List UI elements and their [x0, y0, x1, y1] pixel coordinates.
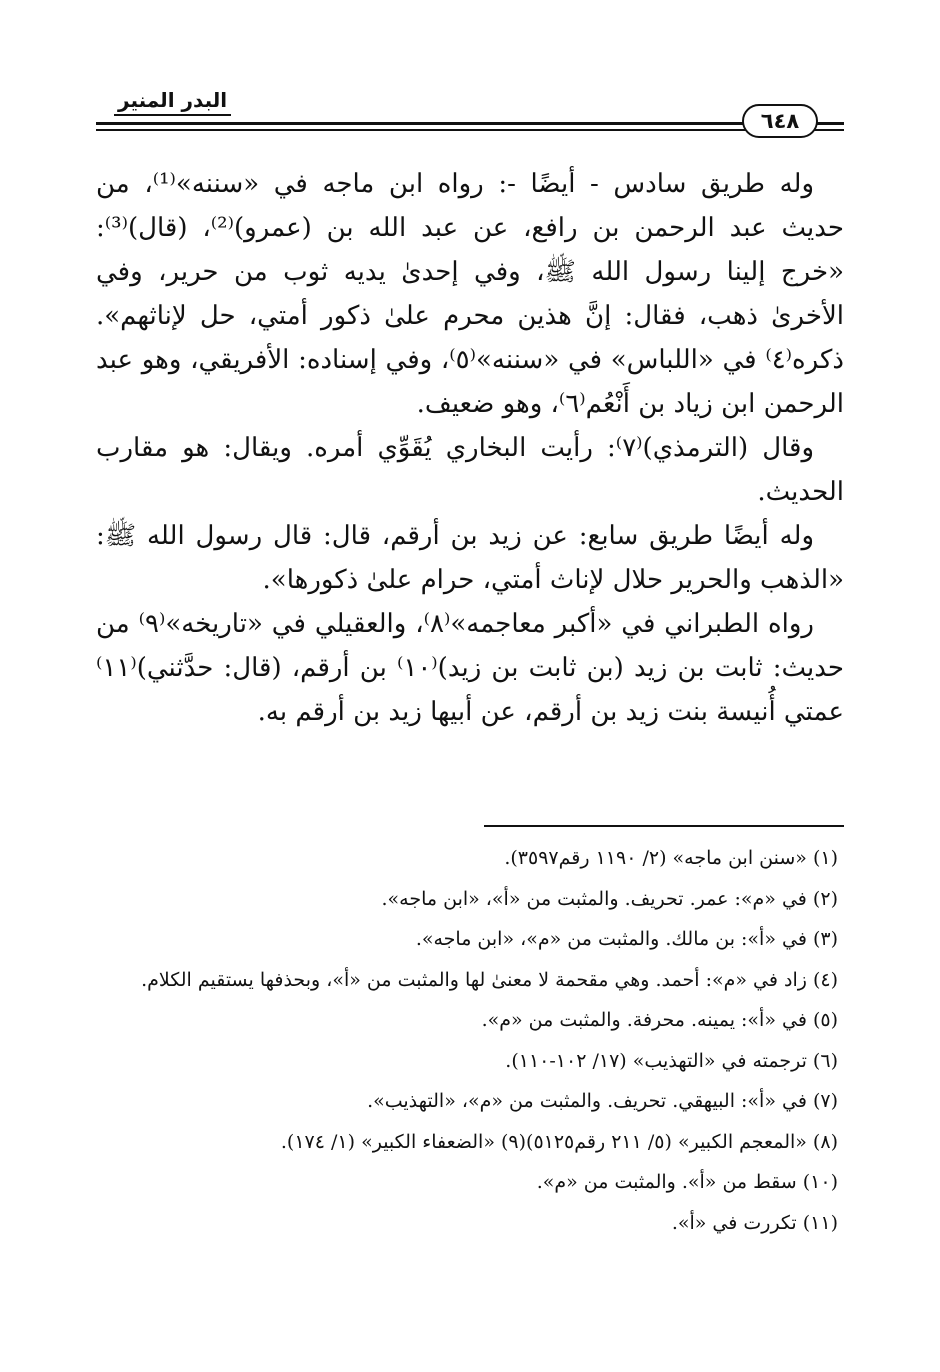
paragraph-tabarani: رواه الطبراني في «أكبر معاجمه»⁽٨⁾، والعقيلي في «تاريخه»⁽٩⁾ من حديث: ثابت بن زيد (بن ثابت بن زيد)⁽١٠⁾ بن أرقم، (قال: حدَّثني)⁽١١⁾ عمتي أُنيسة بنت زيد بن أرقم، عن أبيها زيد بن أرقم به. [96, 609, 844, 727]
footnote-2: (٢) في «م»: عمر. تحريف. والمثبت من «أ»، «ابن ماجه». [381, 887, 838, 910]
footnote-11: (١١) تكررت في «أ». [671, 1211, 838, 1234]
footnote-3: (٣) في «أ»: بن مالك. والمثبت من «م»، «ابن ماجه». [415, 928, 838, 950]
footnote-1: (١) «سنن ابن ماجه» (٢/ ١١٩٠ رقم٣٥٩٧). [504, 847, 838, 869]
footnote-4: (٤) زاد في «م»: أحمد. وهي مقحمة لا معنىٰ لها والمثبت من «أ»، وبحذفها يستقيم الكلام. [141, 968, 838, 991]
main-text [96, 162, 844, 734]
paragraph-sixth-route: وله طريق سادس - أيضًا -: رواه ابن ماجه في «سننه»⁽¹⁾، من حديث عبد الرحمن بن رافع، عن عبد الله بن (عمرو)⁽²⁾، (قال)⁽³⁾: «خرج إلينا رسول الله ﷺ، وفي إحدىٰ يديه ثوب من حرير، وفي الأخرىٰ ذهب، فقال: إنَّ هذين محرم علىٰ ذكور أمتي، حل لإناثهم». ذكره⁽٤⁾ في «اللباس» في «سننه»⁽٥⁾، وفي إسناده: الأفريقي، وهو عبد الرحمن ابن زياد بن أَنْعُم⁽٦⁾، وهو ضعيف. [96, 169, 844, 419]
footnote-8: (٨) «المعجم الكبير» (٥/ ٢١١ رقم٥١٢٥)(٩) «الضعفاء الكبير» (١/ ١٧٤). [280, 1130, 838, 1153]
paragraph-seventh-route: وله أيضًا طريق سابع: عن زيد بن أرقم، قال: قال رسول الله ﷺ: «الذهب والحرير حلال لإناث أمتي، حرام علىٰ ذكورها». [96, 521, 844, 595]
footnotes [96, 838, 844, 1243]
footnote-7: (٧) في «أ»: البيهقي. تحريف. والمثبت من «م»، «التهذيب». [367, 1090, 838, 1112]
footnote-5: (٥) في «أ»: يمينه. محرفة. والمثبت من «م». [481, 1009, 838, 1031]
footnote-6: (٦) ترجمته في «التهذيب» (١٧/ ١٠٢-١١٠). [505, 1049, 838, 1072]
header-double-rule [96, 122, 844, 131]
paragraph-tirmidhi: وقال (الترمذي)⁽٧⁾: رأيت البخاري يُقَوِّي أمره. ويقال: هو مقارب الحديث. [96, 433, 844, 507]
running-header-title: البدر المنير [118, 88, 228, 112]
page-number-badge: ٦٤٨ [742, 104, 818, 138]
footnote-10: (١٠) سقط من «أ». والمثبت من «م». [536, 1171, 838, 1193]
header-rule-bottom [96, 129, 844, 131]
footnote-separator [484, 825, 844, 827]
